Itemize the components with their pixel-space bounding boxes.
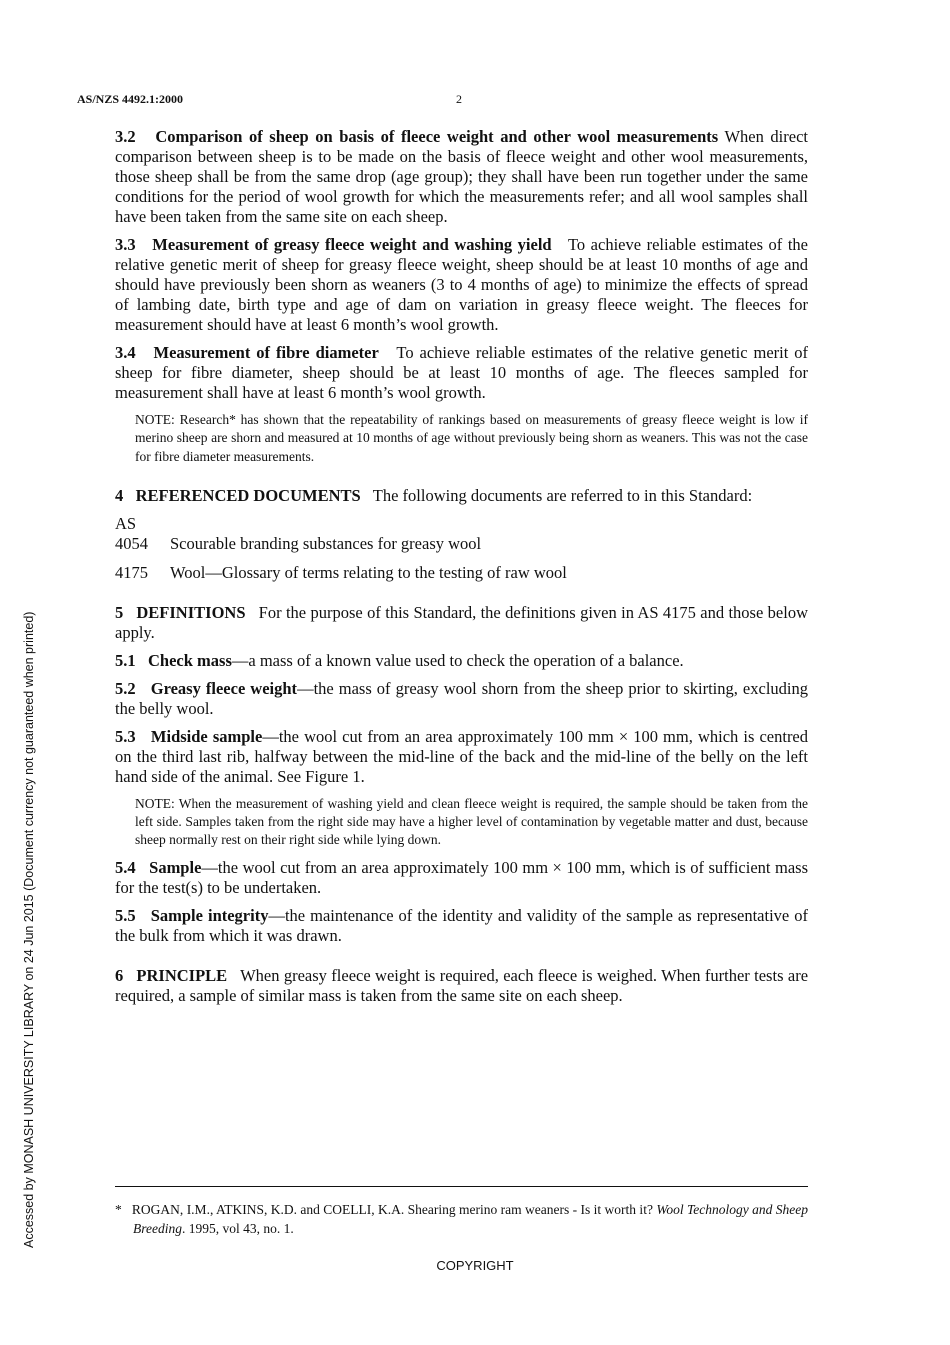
clause-3-2-number: 3.2 bbox=[115, 127, 136, 146]
clause-3-3 bbox=[115, 235, 808, 335]
definition-5-4 bbox=[115, 858, 808, 898]
page-number: 2 bbox=[456, 92, 462, 106]
definition-term: Sample integrity bbox=[150, 905, 269, 925]
definition-number: 5.5 bbox=[115, 905, 136, 925]
section-4-title: REFERENCED DOCUMENTS bbox=[135, 485, 361, 505]
clause-3-4-body: To achieve reliable estimates of the relative genetic merit of sheep for fibre diameter, sheep should be at least 10 months of age. The fleeces sampled for measurement shall have at least 6 month’s wool growth. bbox=[115, 343, 809, 402]
definition-5-1 bbox=[115, 651, 808, 671]
section-5-body: For the purpose of this Standard, the definitions given in AS 4175 and those below apply. bbox=[115, 602, 809, 642]
footnote-marker: * bbox=[115, 1202, 122, 1217]
section-4-number: 4 bbox=[115, 485, 124, 505]
list-item bbox=[115, 563, 808, 583]
clause-3-4-number: 3.4 bbox=[115, 343, 136, 362]
definition-text: —the wool cut from an area approximately 100 mm × 100 mm, which is centred on the third last rib, halfway between the mid-line of the back and the mid-line of the belly on the left hand side of the animal. See Figure 1. bbox=[115, 726, 809, 786]
clause-3-2-title: Comparison of sheep on basis of fleece weight and other wool measurements bbox=[155, 127, 719, 146]
definition-text: —the wool cut from an area approximately 100 mm × 100 mm, which is of sufficient mass for the test(s) to be undertaken. bbox=[115, 857, 809, 897]
clause-3-2 bbox=[115, 127, 808, 227]
definition-5-3 bbox=[115, 727, 808, 787]
section-6-number: 6 bbox=[115, 965, 124, 985]
list-item bbox=[115, 534, 808, 554]
doc-number: 4054 bbox=[115, 533, 148, 553]
section-6-body: When greasy fleece weight is required, each fleece is weighed. When further tests are required, a sample of similar mass is taken from the same site on each sheep. bbox=[115, 965, 809, 1005]
access-watermark: Accessed by MONASH UNIVERSITY LIBRARY on 24 Jun 2015 (Document currency not guaranteed when printed) bbox=[22, 611, 36, 1248]
definition-term: Check mass bbox=[148, 650, 232, 670]
definition-number: 5.4 bbox=[115, 857, 136, 877]
footnote bbox=[115, 1200, 808, 1238]
footnote-rest: . 1995, vol 43, no. 1. bbox=[181, 1221, 294, 1236]
definition-term: Sample bbox=[149, 857, 202, 877]
definition-text: —the maintenance of the identity and validity of the sample as representative of the bulk from which it was drawn. bbox=[115, 905, 808, 945]
definition-5-5 bbox=[115, 906, 808, 946]
doc-number: 4175 bbox=[115, 562, 148, 582]
clause-3-2-body: When direct comparison between sheep is to be made on the basis of fleece weight and other wool measurements, those sheep shall be from the same drop (age group); they shall have been run together under the same conditions for the period of wool growth for which the measurements refer; and all wool samples shall have been taken from the same site on each sheep. bbox=[115, 127, 808, 226]
section-5 bbox=[115, 603, 808, 643]
note-research: NOTE: Research* has shown that the repeatability of rankings based on measurements of greasy fleece weight is low if merino sheep are shorn and measured at 10 months of age without previously being shorn as weaners. This was not the case for fibre diameter measurements. bbox=[135, 412, 808, 464]
section-4 bbox=[115, 486, 808, 506]
clause-3-4 bbox=[115, 343, 808, 403]
footnote-divider bbox=[115, 1186, 808, 1187]
section-6 bbox=[115, 966, 808, 1006]
definition-number: 5.3 bbox=[115, 726, 136, 746]
section-4-body: The following documents are referred to in this Standard: bbox=[372, 485, 753, 505]
standard-number: AS/NZS 4492.1:2000 bbox=[77, 92, 184, 106]
definition-5-2 bbox=[115, 679, 808, 719]
definition-term: Greasy fleece weight bbox=[150, 678, 298, 698]
doc-title: Wool—Glossary of terms relating to the testing of raw wool bbox=[170, 562, 567, 582]
definition-text: —the mass of greasy wool shorn from the sheep prior to skirting, excluding the belly wool. bbox=[115, 678, 808, 718]
clause-3-3-title: Measurement of greasy fleece weight and washing yield bbox=[152, 235, 552, 254]
doc-prefix: AS bbox=[115, 513, 137, 533]
copyright-notice: COPYRIGHT bbox=[436, 1258, 514, 1273]
section-6-title: PRINCIPLE bbox=[136, 965, 228, 985]
clause-3-4-title: Measurement of fibre diameter bbox=[153, 343, 379, 362]
definition-text: —a mass of a known value used to check the operation of a balance. bbox=[231, 650, 684, 670]
document-body bbox=[115, 127, 808, 1014]
definition-term: Midside sample bbox=[150, 726, 263, 746]
clause-3-3-body: To achieve reliable estimates of the relative genetic merit of sheep for greasy fleece weight, sheep should be at least 10 months of age and should have previously been shorn as weaners (3 to 4 months of age) to minimize the effects of spread of lambing date, birth type and age of dam on variation in greasy fleece weight. The fleeces for measurement should have at least 6 month’s wool growth. bbox=[115, 235, 809, 334]
definition-number: 5.2 bbox=[115, 678, 136, 698]
definition-number: 5.1 bbox=[115, 650, 136, 670]
referenced-documents-list bbox=[115, 514, 808, 583]
doc-title: Scourable branding substances for greasy wool bbox=[170, 533, 482, 553]
section-5-number: 5 bbox=[115, 602, 124, 622]
footnote-text: ROGAN, I.M., ATKINS, K.D. and COELLI, K.A. Shearing merino ram weaners - Is it worth it? bbox=[131, 1202, 653, 1217]
section-5-title: DEFINITIONS bbox=[136, 602, 246, 622]
footnote-journal: Wool Technology and Sheep Breeding bbox=[133, 1202, 808, 1236]
clause-3-3-number: 3.3 bbox=[115, 235, 136, 254]
note-left-side: NOTE: When the measurement of washing yield and clean fleece weight is required, the sample should be taken from the left side. Samples taken from the right side may have a higher level of contamination by vegetable matter and dust, because sheep normally rest on their right side while lying down. bbox=[135, 795, 808, 848]
